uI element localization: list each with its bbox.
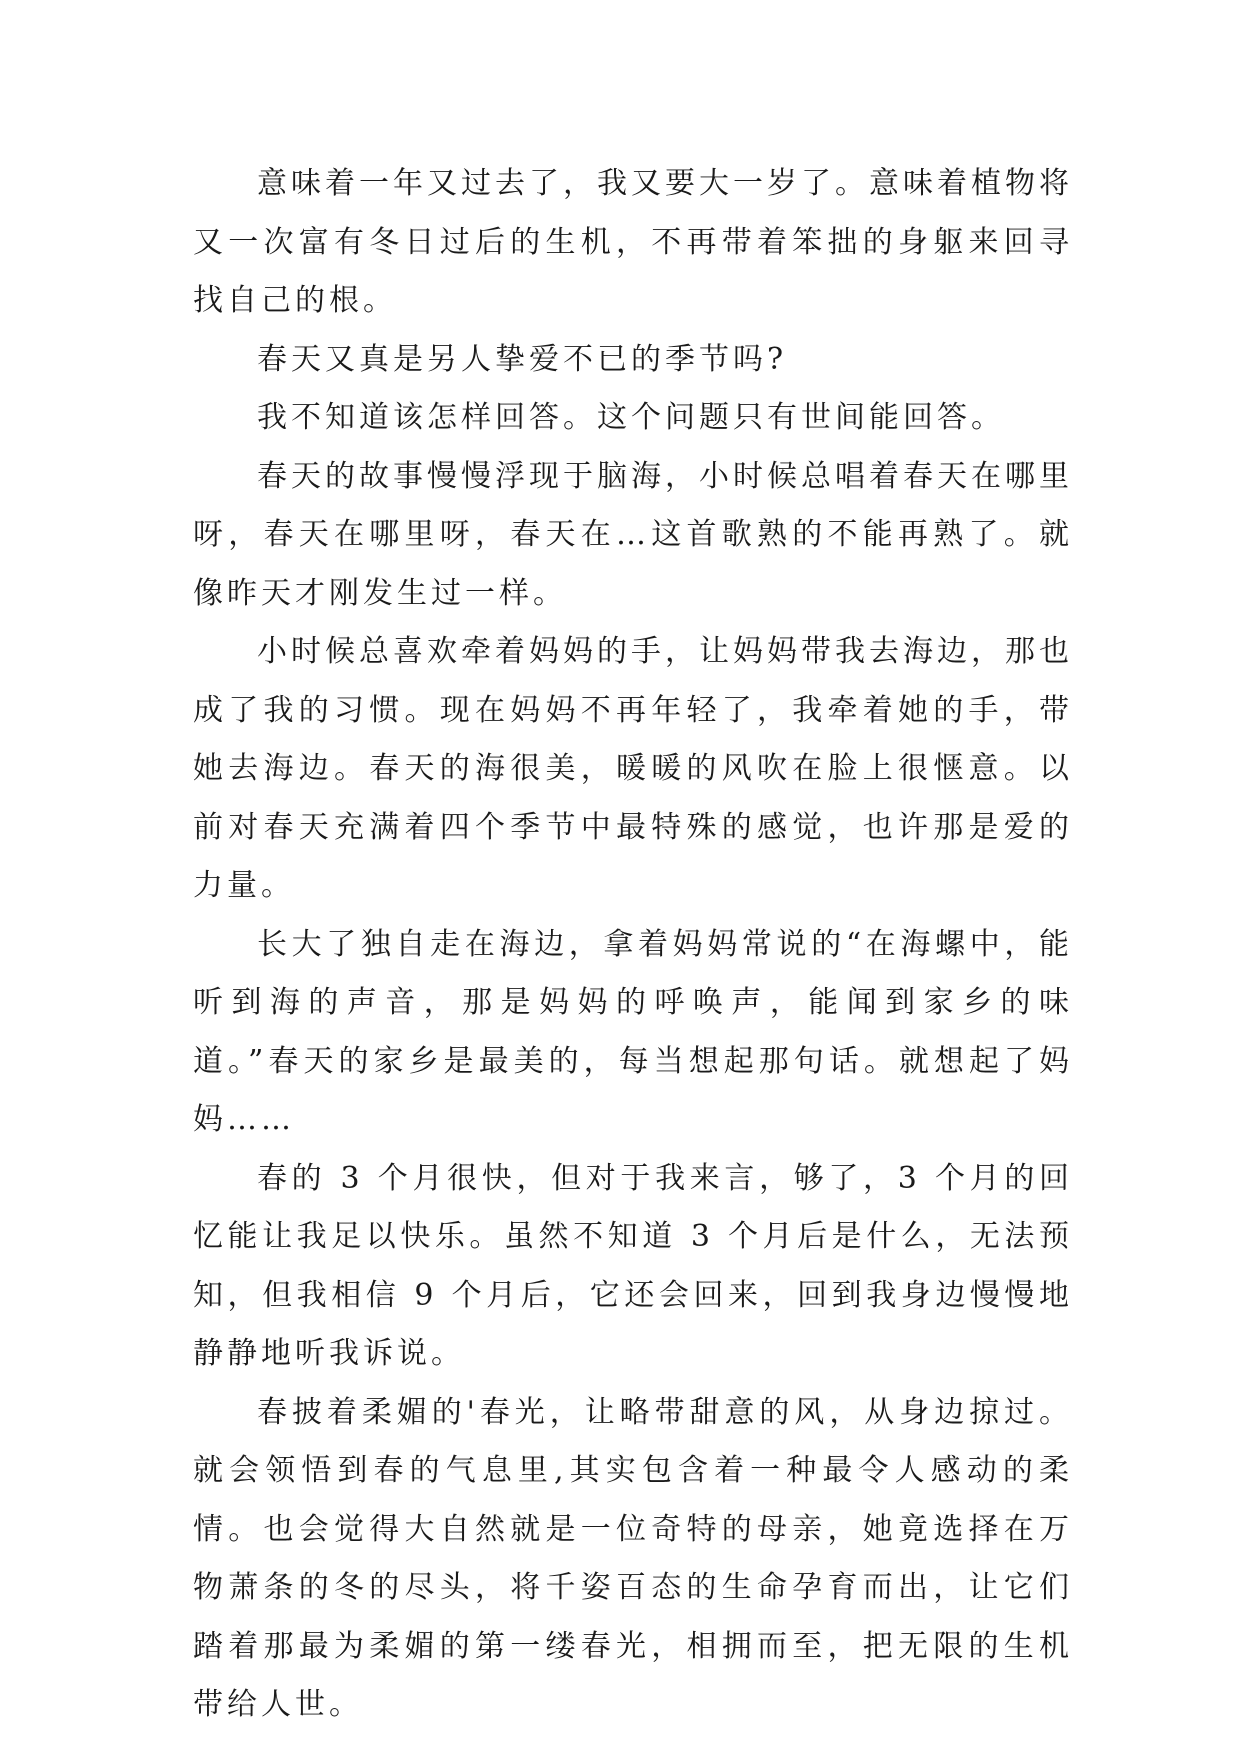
paragraph-2: 春天又真是另人挚爱不已的季节吗? xyxy=(257,341,788,377)
paragraph-7: 春的 3 个月很快，但对于我来言，够了，3 个月的回忆能让我足以快乐。虽然不知道 3 个月后是什么，无法预知，但我相信 9 个月后，它还会回来，回到我身边慢慢地静静地听我诉说。 xyxy=(193,1160,1073,1371)
paragraph-5: 小时候总喜欢牵着妈妈的手，让妈妈带我去海边，那也成了我的习惯。现在妈妈不再年轻了，我牵着她的手，带她去海边。春天的海很美，暖暖的风吹在脸上很惬意。以前对春天充满着四个季节中最特殊的感觉，也许那是爱的力量。 xyxy=(193,634,1073,903)
paragraph-8: 春披着柔媚的'春光，让略带甜意的风，从身边掠过。就会领悟到春的气息里,其实包含着一种最令人感动的柔情。也会觉得大自然就是一位奇特的母亲，她竟选择在万物萧条的冬的尽头，将千姿百态的生命孕育而出，让它们踏着那最为柔媚的第一缕春光，相拥而至，把无限的生机带给人世。 xyxy=(193,1394,1073,1722)
document-body xyxy=(193,155,1073,1735)
paragraph-4: 春天的故事慢慢浮现于脑海，小时候总唱着春天在哪里呀，春天在哪里呀，春天在…这首歌熟的不能再熟了。就像昨天才刚发生过一样。 xyxy=(193,458,1073,611)
paragraph-1: 意味着一年又过去了，我又要大一岁了。意味着植物将又一次富有冬日过后的生机，不再带着笨拙的身躯来回寻找自己的根。 xyxy=(193,166,1073,318)
paragraph-3: 我不知道该怎样回答。这个问题只有世间能回答。 xyxy=(257,400,1005,435)
paragraph-6: 长大了独自走在海边，拿着妈妈常说的“在海螺中，能听到海的声音，那是妈妈的呼唤声，能闻到家乡的味道。”春天的家乡是最美的，每当想起那句话。就想起了妈妈…… xyxy=(193,926,1073,1137)
